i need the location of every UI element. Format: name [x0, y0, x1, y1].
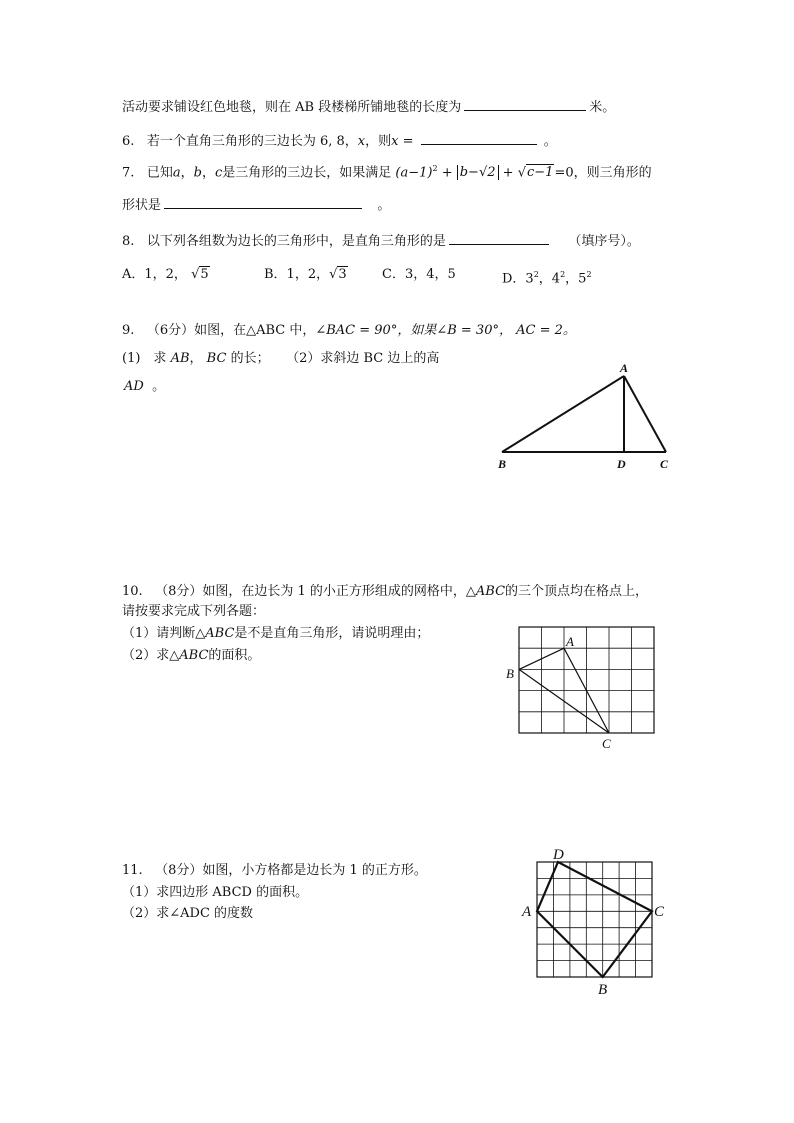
q11-label-c: C — [654, 904, 665, 920]
q7-end: 。 — [377, 198, 391, 213]
q7-text-b: 是三角形的三边长，如果满足 — [222, 165, 392, 181]
q11-label-b: B — [598, 982, 608, 998]
q9-bc: BC — [206, 351, 227, 366]
q6-end: 。 — [543, 134, 557, 149]
q7-expr-root: c−1 — [527, 165, 554, 181]
q11-part1-text: （1）求四边形 ABCD 的面积。 — [122, 885, 309, 900]
q9-part2: （2）求斜边 BC 边上的高 — [286, 351, 440, 366]
q8-option-b: B．1，2，√3 — [264, 267, 347, 282]
q8-option-d: D．$3^2$，$4^2$，$5^2$ — [502, 270, 592, 287]
q10-text1: （8分）如图，在边长为 1 的小正方形组成的网格中，△ — [155, 584, 476, 599]
q11-grid-lines — [537, 862, 652, 977]
q6-answer-blank[interactable] — [421, 130, 537, 145]
q7-expr-a: (a−1) — [395, 165, 433, 181]
q11-label-a: A — [522, 904, 532, 920]
q7-expr-plus1: + — [441, 165, 453, 181]
q10-number: 10. — [122, 584, 143, 599]
q10-part1-b: 是不是直角三角形，请说明理由； — [234, 626, 430, 641]
q6-line — [122, 130, 557, 151]
q9-line3 — [124, 378, 165, 396]
q11-part2 — [122, 905, 253, 923]
q9-angle: ∠BAC = 90°，如果∠B = 30°， — [315, 323, 512, 338]
q9-side-ba — [502, 376, 624, 452]
q7-var-c: c — [214, 165, 223, 181]
q5-answer-blank[interactable] — [464, 96, 586, 111]
q10-grid-figure — [500, 622, 665, 754]
q11-part1 — [122, 884, 308, 902]
q10-label-b: B — [506, 666, 514, 681]
q6-text: 若一个直角三角形的三边长为 6, 8， — [146, 134, 358, 149]
q8-hint: （填序号）。 — [568, 234, 640, 249]
q11-quadrilateral-abcd — [537, 862, 652, 977]
q8-option-c: C．3，4，5 — [382, 267, 456, 282]
q8-option-a: A．1，2， √5 — [122, 267, 209, 282]
q5-tail-text: 活动要求铺设红色地毯，则在 AB 段楼梯所铺地毯的长度为 — [122, 100, 462, 115]
q5-unit: 米。 — [589, 100, 616, 115]
q10-part2-abc: ABC — [179, 648, 209, 663]
q7-line2 — [122, 194, 390, 215]
q7-var-a: a — [172, 165, 181, 181]
q9-line1 — [122, 322, 576, 340]
q11-label-d: D — [553, 847, 564, 863]
q6-var: x — [357, 134, 366, 149]
q10-text1-end: 的三个顶点均在格点上， — [505, 584, 649, 599]
q6-var2: x — [391, 134, 399, 149]
q6-eq: = — [398, 134, 418, 149]
q7-expr-abs: b−√2 — [457, 165, 499, 180]
q10-part1-abc: ABC — [205, 626, 235, 641]
q9-triangle-figure — [490, 358, 680, 476]
q7-expr-square: 2 — [432, 164, 438, 173]
q7-answer-blank[interactable] — [164, 194, 362, 209]
q11-part2-text: （2）求∠ADC 的度数 — [122, 906, 254, 921]
q7-text-a: 已知 — [146, 165, 173, 181]
q8-answer-blank[interactable] — [449, 230, 549, 245]
q11-line1 — [122, 862, 427, 880]
q5-tail-line — [122, 96, 615, 117]
q10-part2 — [122, 647, 260, 665]
q7-line1: 7. 已知a，b，c是三角形的三边长，如果满足 $(a-1)^2 + b-√2 + √c-1=0$，则三角形的 — [122, 164, 652, 181]
q7-text-line2: 形状是 — [122, 198, 162, 213]
q6-mid: ，则 — [365, 134, 392, 149]
q7-expr-tail: =0，则三角形的 — [554, 165, 652, 181]
q9-label-d: D — [617, 457, 626, 471]
q10-label-a: A — [566, 634, 574, 649]
q7-number: 7. — [122, 165, 135, 181]
q9-ab: AB — [170, 351, 190, 366]
q10-label-c: C — [602, 736, 611, 751]
q7-sep1: ， — [180, 165, 194, 181]
q10-text2: 请按要求完成下列各题： — [122, 604, 266, 619]
q10-part1-a: （1）请判断△ — [122, 626, 206, 641]
q11-text1: （8分）如图，小方格都是边长为 1 的正方形。 — [155, 863, 427, 878]
q9-number: 9. — [122, 323, 135, 338]
q9-part1-end: 的长； — [230, 351, 270, 366]
q7-expr-plus2: + — [502, 165, 514, 181]
q6-number: 6. — [122, 134, 135, 149]
q9-label-a: A — [620, 361, 629, 375]
q11-number: 11. — [122, 863, 143, 878]
q10-line2 — [122, 603, 265, 621]
q11-grid-border — [537, 862, 652, 977]
q9-side-ac — [624, 376, 666, 452]
q10-line1 — [122, 583, 648, 601]
q7-sep2: ， — [201, 165, 215, 181]
q9-label-c: C — [660, 457, 669, 471]
q7-var-b: b — [193, 165, 202, 181]
q8-text: 以下列各组数为边长的三角形中，是直角三角形的是 — [146, 234, 446, 249]
q9-ac: AC = 2。 — [516, 323, 576, 338]
q9-intro: （6分）如图，在△ABC 中， — [146, 323, 316, 338]
q10-part1 — [122, 625, 429, 643]
q9-label-b: B — [498, 457, 507, 471]
q10-part2-a: （2）求△ — [122, 648, 180, 663]
q8-line1 — [122, 230, 640, 251]
q10-abc: ABC — [475, 584, 506, 599]
q8-number: 8. — [122, 234, 135, 249]
q9-ad-end: 。 — [152, 379, 166, 394]
q11-grid-figure — [518, 842, 673, 1000]
q10-part2-b: 的面积。 — [208, 648, 261, 663]
q9-ad: AD — [124, 379, 144, 394]
q9-part1: (1) 求 — [122, 351, 167, 366]
q9-line2: (1) 求 AB， BC 的长； （2）求斜边 BC 边上的高 — [122, 351, 440, 366]
